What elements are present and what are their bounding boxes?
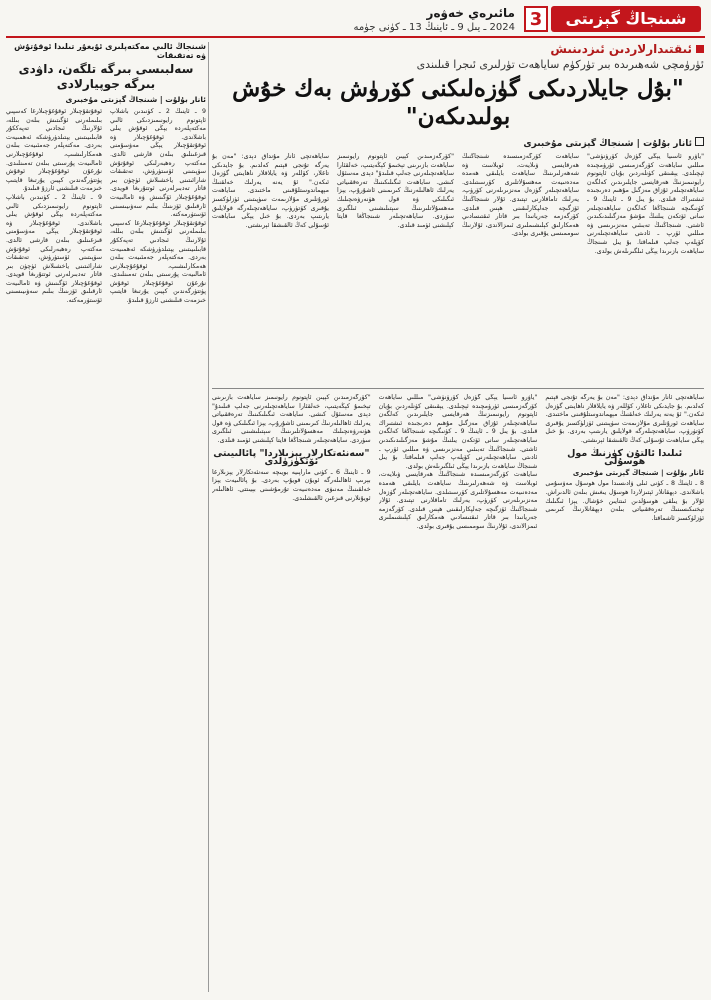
third-story-body: 9 ـ ئاينىڭ 6 ـ كۈنى ماراپىيە بويىچە سەنئەتكارلار يېزىلارغا بېرىپ ئاھالىلەرگە ئويۇن قويۇپ بەردى. بۇ پائالىيەت يېزا خەلقىنىڭ مەنىۋى مەدەنىيەت تۇرمۇشىنى بېيىتتى. ئاھالىلەر ئويۇنلارنى قىزغىن ئالقىشلىدى. bbox=[211, 468, 371, 502]
column-text: "ياۋرو ئاسىيا يېڭى گۈزەل كۆرۈنۈشى" مىللىي ساياھەت كۆرگەزمىسى ئۈرۈمچىدە ئېچىلدى. يېقىنقى كۈنلەردىن بۇيان ئاپتونوم رايونىمىزنىڭ ھەرقايسى جايلىرىدىن كەلگەن ساياھەتچىلەر ئۇزاق مەزگىل مۇھىم دەرىجىدە ئىشتىراك قىلدى. بۇ يىل 9 ـ ئاينىڭ 9 ـ كۈنىگىچە شىنجاڭغا كەلگەن ساياھەتچىلەر سانى ئۆتكەن يىلنىڭ مۇشۇ مەزگىلىدىكىدىن ئاشتى. شىنجاڭنىڭ تەبىئىي مەنزىرىسى ۋە مىللىي ئۆرپ ـ ئادىتى ساياھەتچىلەرنى كۆپلەپ جەلپ قىلماقتا. بۇ يىل شىنجاڭ ساياھەت بازىرىدا يېڭى ئىلگىرىلەش بولدى. bbox=[378, 394, 538, 470]
page-number: 3 bbox=[524, 6, 548, 32]
main-article-subhead: ئۈرۈمچى شەھىرىدە بىر تۈركۈم ساياھەت تۈرلىرى ئىجرا قىلىندى bbox=[416, 58, 704, 71]
newspaper-logo: شىنجاڭ گېزىتى bbox=[551, 6, 701, 32]
second-story-title: ئىلىدا ئالتۇن كۈزنىڭ مول ھوسۇلى bbox=[567, 447, 683, 468]
checkbox-square-icon bbox=[695, 137, 704, 146]
section-name: مائىرەي خەۋەر bbox=[426, 6, 515, 20]
left-article-headline: سەلبىسى بىرگە تلگەن، داۋدى بىرگە جوپيارلادى bbox=[18, 62, 194, 91]
masthead bbox=[0, 0, 711, 44]
column-text: ساياھەت كۆرگەزمىسىدە شىنجاڭنىڭ ھەرقايسى ۋىلايەت، ئوبلاست ۋە شەھەرلىرىنىڭ ساياھەت بايلىقى ھەمدە مەدەنىيەت مەھسۇلاتلىرى كۆرسىتىلدى. ساياھەتچىلەر گۈزەل مەنزىرىلەرنى كۆرۈپ، يەرلىك تاماقلارنى تېتىدى. ئۇلار شىنجاڭنىڭ ئۆزگىچە جەلپكارلىقىنى ھېس قىلدى. كۆرگەزمە جەريانىدا بىر قاتار ئىقتىسادىي ھەمكارلىق كېلىشىملىرى ئىمزالاندى، ئۇلارنىڭ سوممىسى يۇقىرى بولدى. bbox=[378, 471, 538, 530]
main-article bbox=[212, 42, 704, 724]
masthead-divider bbox=[6, 36, 705, 38]
article-column bbox=[545, 394, 704, 724]
column-divider bbox=[208, 42, 209, 992]
column-text: ئوقۇتقۇچىلار ئوقۇغۇچىلارغا كەسپىي بىلىملەرنى ئۆگىتىش بىلەن بىللە، ئۇلارنىڭ ئىجادىي تەپەككۇر قابىلىيىتىنى يېتىلدۈرۈشكە ئەھمىيەت بەردى. مەكتەپلەر جەمئىيەت بىلەن ھەمكارلىشىپ، ئوقۇغۇچىلارنى ئامالىيەت پۇرسىتى بىلەن تەمىنلىدى. نۇرغۇن ئوقۇغۇچىلار ئوقۇش پۈتتۈرگەندىن كېيىن يۇرتىغا قايتىپ خىزمەت قىلىشنى ئارزۇ قىلىدۇ. bbox=[110, 219, 206, 305]
left-article-kicker: شىنجاڭ ئالىي مەكتەپلىرى ئۇيغۇر تىلىدا ئوقۇتۇش ۋە تەتقىقات bbox=[14, 42, 206, 60]
second-story-body: 8 ـ ئاينىڭ 8 ـ كۈنى ئىلى ۋادىسىدا مول ھوسۇل مەۋسۇمى باشلاندى. دېھقانلار ئېتىزلاردا ھوسۇل يىغىش بىلەن ئالدىراش. ئۇلار بۇ يىلقى ھوسۇلدىن ئىنتايىن خۇشال. يېزا ئىگىلىك تېخنىكىسىنىڭ تەرەققىياتى بىلەن دېھقانلارنىڭ كىرىمى ئۈزلۈكسىز ئاشماقتا. bbox=[545, 480, 704, 522]
column-text: 9 ـ ئاينىڭ 2 ـ كۈنىدىن باشلاپ ئاپتونوم رايونىمىزدىكى ئالىي مەكتەپلەردە يېڭى ئوقۇش يىلى باشلاندى. ئوقۇغۇچىلار ۋە ئوقۇتقۇچىلار يېڭى مەۋسۇمنى قىزغىنلىق بىلەن قارشى ئالدى. مەكتەپ رەھبەرلىكى ئوقۇتۇش سۈپىتىنى ئۆستۈرۈش، تەتقىقات شارائىتىنى ياخشىلاش ئۈچۈن بىر قاتار تەدبىرلەرنى ئوتتۇرىغا قويدى. ئوقۇغۇچىلار ئۆگىنىش ۋە ئامالىيەت ئارقىلىق ئۆزىنىڭ بىلىم سەۋىيىسىنى ئۆستۈرمەكتە. bbox=[6, 193, 102, 305]
column-text: ساياھەتچى ئانار مۇنداق دېدى: "مەن بۇ يەرگە تۇنجى قېتىم كەلدىم. بۇ جايدىكى تاغلار، كۆللەر ۋە يايلاقلار ناھايىتى گۈزەل ئىكەن." ئۇ يەنە يەرلىك خەلقنىڭ مېھماندوستلۇقىنى ماختىدى. ساياھەت ئورۇنلىرى مۇلازىمەت سۈپىتىنى ئۈزلۈكسىز يۇقىرى كۆتۈرۈپ، ساياھەتچىلەرگە قولايلىق يارىتىپ بەردى. بۇ خىل يېڭى ساياھەت ئۇسۇلى كەڭ ئالقىشقا ئېرىشتى. bbox=[545, 394, 704, 444]
dateline: 2024 ـ يىل 9 ـ ئاينىڭ 13 ـ كۈنى جۈمە bbox=[353, 22, 515, 33]
main-article-kicker bbox=[212, 42, 704, 56]
kicker-text: ئىقتىدارلاردىن ئىزدىنىش bbox=[550, 42, 692, 56]
main-article-columns bbox=[212, 153, 704, 383]
article-column bbox=[110, 108, 206, 988]
second-story-byline: ئانار بۇلۇت | شىنجاڭ گېزىتى مۇخبىرى bbox=[572, 468, 704, 477]
article-column bbox=[379, 394, 538, 724]
left-article bbox=[6, 42, 206, 988]
column-text: "كۆرگەزمىدىن كېيىن ئاپتونوم رايونىمىز ساياھەت بازىرىنى تېخىمۇ كېڭەيتىپ، خەلقئارا ساياھەتچىلەرنى جەلپ قىلىدۇ" دېدى مەسئۇل كىشى. ساياھەت ئىگىلىكىنىڭ تەرەققىياتى يەرلىك ئاھالىلەرنىڭ كىرىمىنى ئاشۇرۇپ، يېزا ئىگىلىكى ۋە قول ھۈنەرۋەنچىلىك مەھسۇلاتلىرىنىڭ سېتىلىشىنى ئىلگىرى سۈردى. ساياھەتچىلەر شىنجاڭغا قايتا كېلىشنى ئۈمىد قىلدى. bbox=[211, 394, 371, 444]
article-column bbox=[212, 394, 371, 724]
article-column: "كۆرگەزمىدىن كېيىن ئاپتونوم رايونىمىز ساياھەت بازىرىنى تېخىمۇ كېڭەيتىپ، خەلقئارا ساياھەتچىلەرنى جەلپ قىلىدۇ" دېدى مەسئۇل كىشى. ساياھەت ئىگىلىكىنىڭ تەرەققىياتى يەرلىك ئاھالىلەرنىڭ كىرىمىنى ئاشۇرۇپ، يېزا ئىگىلىكى ۋە قول ھۈنەرۋەنچىلىك مەھسۇلاتلىرىنىڭ سېتىلىشىنى ئىلگىرى سۈردى. ساياھەتچىلەر شىنجاڭغا قايتا كېلىشنى ئۈمىد قىلدى. bbox=[337, 153, 454, 229]
column-text: ئوقۇتقۇچىلار ئوقۇغۇچىلارغا كەسپىي بىلىملەرنى ئۆگىتىش بىلەن بىللە، ئۇلارنىڭ ئىجادىي تەپەككۇر قابىلىيىتىنى يېتىلدۈرۈشكە ئەھمىيەت بەردى. مەكتەپلەر جەمئىيەت بىلەن ھەمكارلىشىپ، ئوقۇغۇچىلارنى ئامالىيەت پۇرسىتى بىلەن تەمىنلىدى. نۇرغۇن ئوقۇغۇچىلار ئوقۇش پۈتتۈرگەندىن كېيىن يۇرتىغا قايتىپ خىزمەت قىلىشنى ئارزۇ قىلىدۇ. bbox=[6, 108, 102, 193]
main-article-byline bbox=[212, 137, 704, 149]
left-article-columns bbox=[6, 108, 206, 988]
section-divider bbox=[212, 388, 704, 389]
left-article-byline: ئانار بۇلۇت | شىنجاڭ گېزىتى مۇخبىرى bbox=[65, 95, 206, 104]
article-column: ساياھەت كۆرگەزمىسىدە شىنجاڭنىڭ ھەرقايسى ۋىلايەت، ئوبلاست ۋە شەھەرلىرىنىڭ ساياھەت بايلىقى ھەمدە مەدەنىيەت مەھسۇلاتلىرى كۆرسىتىلدى. ساياھەتچىلەر گۈزەل مەنزىرىلەرنى كۆرۈپ، يەرلىك تاماقلارنى تېتىدى. ئۇلار شىنجاڭنىڭ ئۆزگىچە جەلپكارلىقىنى ھېس قىلدى. كۆرگەزمە جەريانىدا بىر قاتار ئىقتىسادىي ھەمكارلىق كېلىشىملىرى ئىمزالاندى، ئۇلارنىڭ سوممىسى يۇقىرى بولدى. bbox=[462, 153, 579, 238]
article-column bbox=[6, 108, 102, 988]
column-text: 9 ـ ئاينىڭ 2 ـ كۈنىدىن باشلاپ ئاپتونوم رايونىمىزدىكى ئالىي مەكتەپلەردە يېڭى ئوقۇش يىلى باشلاندى. ئوقۇغۇچىلار ۋە ئوقۇتقۇچىلار يېڭى مەۋسۇمنى قىزغىنلىق بىلەن قارشى ئالدى. مەكتەپ رەھبەرلىكى ئوقۇتۇش سۈپىتىنى ئۆستۈرۈش، تەتقىقات شارائىتىنى ياخشىلاش ئۈچۈن بىر قاتار تەدبىرلەرنى ئوتتۇرىغا قويدى. ئوقۇغۇچىلار ئۆگىنىش ۋە ئامالىيەت ئارقىلىق ئۆزىنىڭ بىلىم سەۋىيىسىنى ئۆستۈرمەكتە. bbox=[110, 108, 206, 219]
byline-text: ئانار بۇلۇت | شىنجاڭ گېزىتى مۇخبىرى bbox=[523, 139, 692, 149]
main-article-headline: "بۇل جايلاردىكى گۈزەلىكنى كۆرۈش بەك خۇش بولىدىكەن" bbox=[232, 75, 684, 130]
third-story-title: "سەنئەتكارلار يېزىلاردا" پائالىيىتى ئۆتكۈزۈلدى bbox=[213, 447, 370, 468]
square-bullet-icon bbox=[696, 45, 704, 53]
article-column: "ياۋرو ئاسىيا يېڭى گۈزەل كۆرۈنۈشى" مىللىي ساياھەت كۆرگەزمىسى ئۈرۈمچىدە ئېچىلدى. يېقىنقى كۈنلەردىن بۇيان ئاپتونوم رايونىمىزنىڭ ھەرقايسى جايلىرىدىن كەلگەن ساياھەتچىلەر ئۇزاق مەزگىل مۇھىم دەرىجىدە ئىشتىراك قىلدى. بۇ يىل 9 ـ ئاينىڭ 9 ـ كۈنىگىچە شىنجاڭغا كەلگەن ساياھەتچىلەر سانى ئۆتكەن يىلنىڭ مۇشۇ مەزگىلىدىكىدىن ئاشتى. شىنجاڭنىڭ تەبىئىي مەنزىرىسى ۋە مىللىي ئۆرپ ـ ئادىتى ساياھەتچىلەرنى كۆپلەپ جەلپ قىلماقتا. بۇ يىل شىنجاڭ ساياھەت بازىرىدا يېڭى ئىلگىرىلەش بولدى. bbox=[587, 153, 704, 255]
lower-columns bbox=[212, 394, 704, 724]
article-column: ساياھەتچى ئانار مۇنداق دېدى: "مەن بۇ يەرگە تۇنجى قېتىم كەلدىم. بۇ جايدىكى تاغلار، كۆللەر ۋە يايلاقلار ناھايىتى گۈزەل ئىكەن." ئۇ يەنە يەرلىك خەلقنىڭ مېھماندوستلۇقىنى ماختىدى. ساياھەت ئورۇنلىرى مۇلازىمەت سۈپىتىنى ئۈزلۈكسىز يۇقىرى كۆتۈرۈپ، ساياھەتچىلەرگە قولايلىق يارىتىپ بەردى. بۇ خىل يېڭى ساياھەت ئۇسۇلى كەڭ ئالقىشقا ئېرىشتى. bbox=[212, 153, 329, 229]
